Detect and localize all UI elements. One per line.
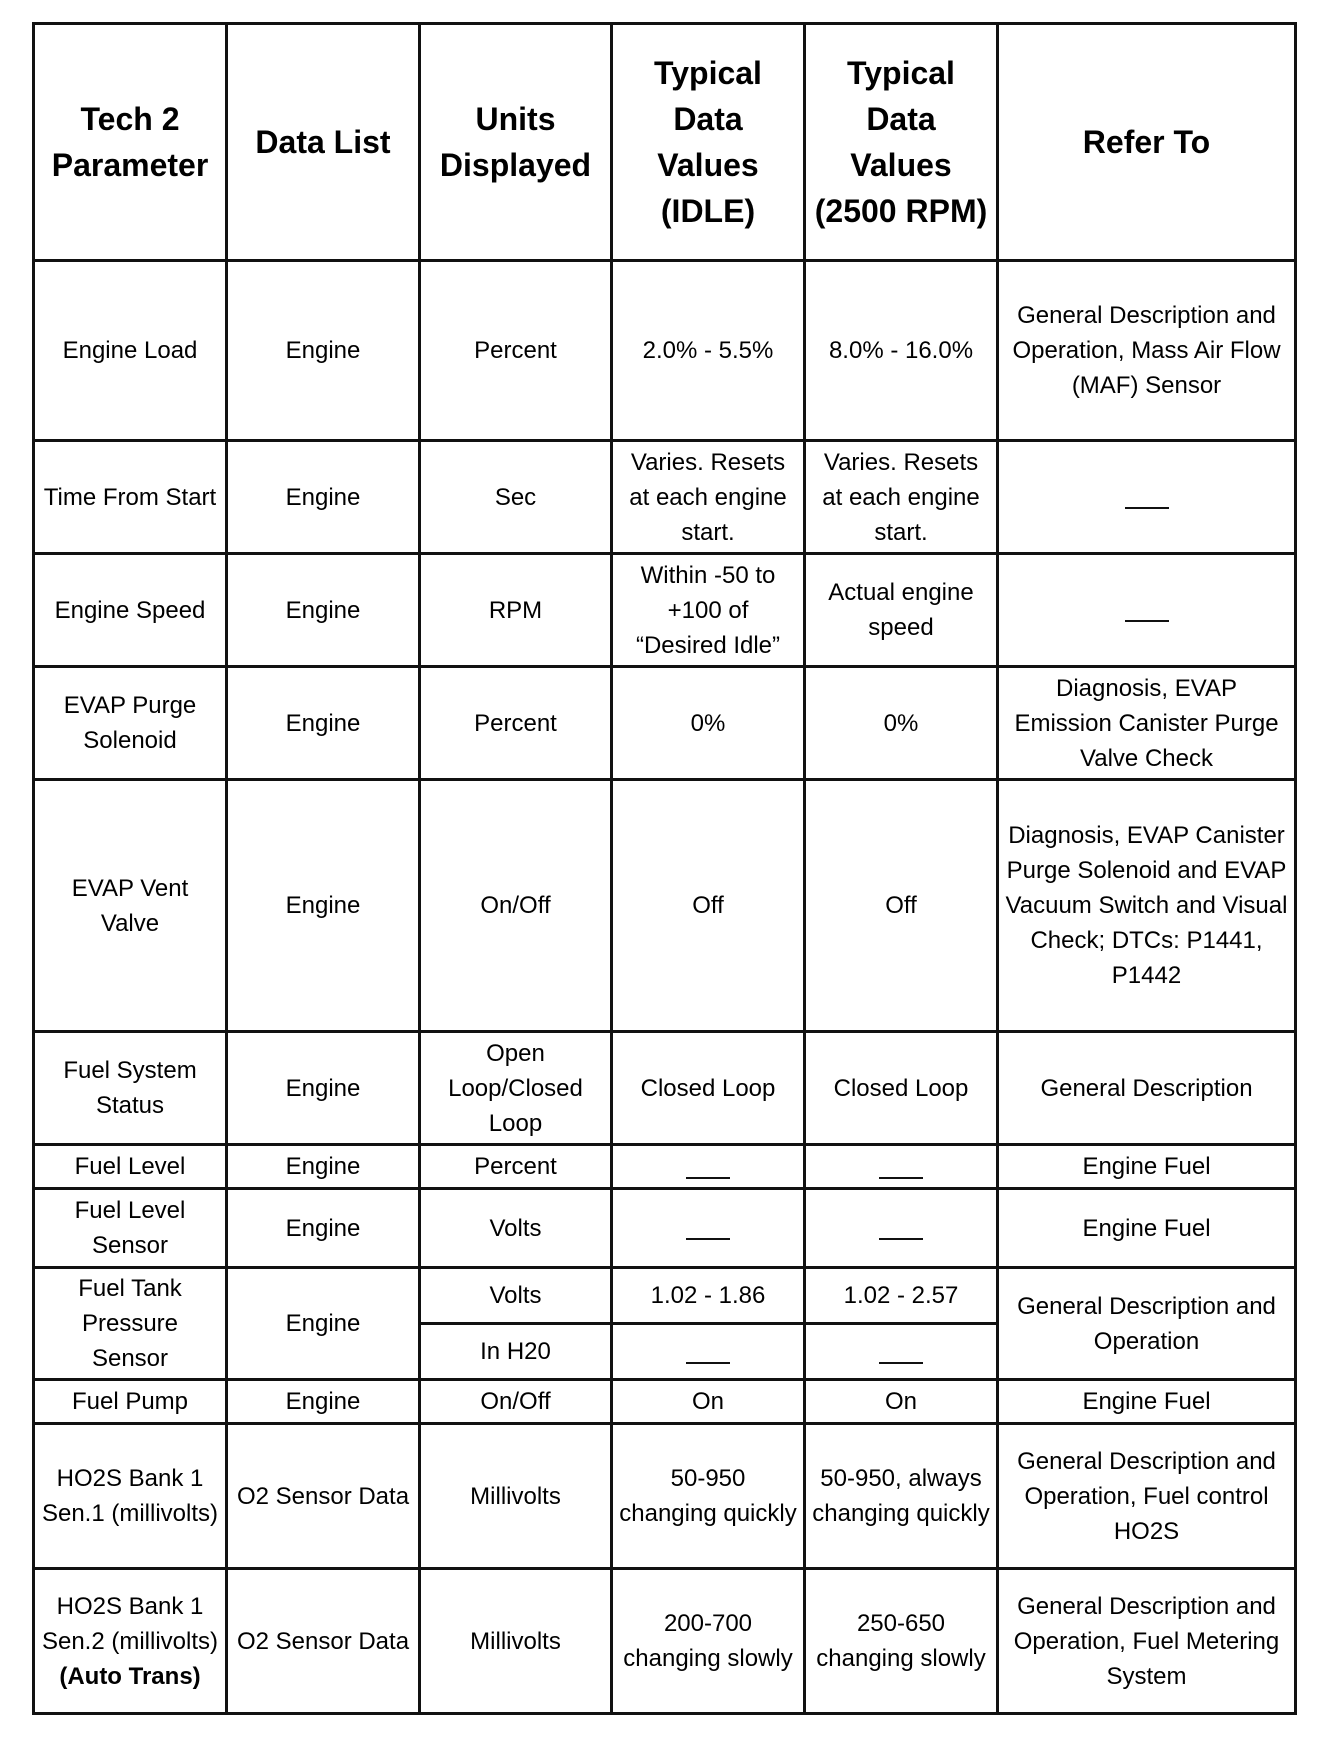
cell-idle-empty xyxy=(612,1145,805,1189)
table-row xyxy=(34,780,1296,1032)
parameter-name: HO2S Bank 1 Sen.2 (millivolts) xyxy=(41,1592,219,1655)
cell-data-list: Engine xyxy=(227,1189,420,1268)
cell-idle: On xyxy=(612,1380,805,1424)
cell-parameter: Fuel System Status xyxy=(34,1032,227,1145)
cell-data-list: Engine xyxy=(227,1268,420,1380)
empty-dash xyxy=(1125,620,1169,622)
empty-dash xyxy=(879,1238,923,1240)
parameter-table-sheet xyxy=(32,22,1294,1715)
cell-idle: 50-950 changing quickly xyxy=(612,1424,805,1569)
cell-units: Sec xyxy=(420,441,612,554)
cell-parameter: Fuel Pump xyxy=(34,1380,227,1424)
cell-units: Open Loop/Closed Loop xyxy=(420,1032,612,1145)
cell-units: Millivolts xyxy=(420,1569,612,1714)
header-data-list: Data List xyxy=(227,24,420,261)
header-parameter: Tech 2 Parameter xyxy=(34,24,227,261)
cell-idle: Within -50 to +100 of “Desired Idle” xyxy=(612,554,805,667)
empty-dash xyxy=(879,1362,923,1364)
cell-units: On/Off xyxy=(420,780,612,1032)
cell-2500-rpm: Actual engine speed xyxy=(805,554,998,667)
cell-units: On/Off xyxy=(420,1380,612,1424)
cell-data-list: Engine xyxy=(227,1380,420,1424)
cell-idle: 1.02 - 1.86 xyxy=(612,1268,805,1324)
cell-data-list: Engine xyxy=(227,780,420,1032)
empty-dash xyxy=(686,1177,730,1179)
cell-2500-rpm-empty xyxy=(805,1145,998,1189)
cell-2500-rpm-empty xyxy=(805,1324,998,1380)
cell-units: Percent xyxy=(420,667,612,780)
empty-dash xyxy=(686,1362,730,1364)
cell-refer-to: General Description and Operation, Fuel control HO2S xyxy=(998,1424,1296,1569)
cell-2500-rpm: Off xyxy=(805,780,998,1032)
cell-units: Percent xyxy=(420,261,612,441)
cell-parameter: Fuel Tank Pressure Sensor xyxy=(34,1268,227,1380)
table-row xyxy=(34,261,1296,441)
table-row xyxy=(34,1145,1296,1189)
table-row xyxy=(34,1032,1296,1145)
cell-parameter: EVAP Vent Valve xyxy=(34,780,227,1032)
header-row xyxy=(34,24,1296,261)
cell-data-list: O2 Sensor Data xyxy=(227,1424,420,1569)
cell-parameter: Time From Start xyxy=(34,441,227,554)
cell-refer-to-empty xyxy=(998,554,1296,667)
cell-idle: Off xyxy=(612,780,805,1032)
cell-refer-to: Diagnosis, EVAP Canister Purge Solenoid and EVAP Vacuum Switch and Visual Check; DTCs: P1441, P1442 xyxy=(998,780,1296,1032)
cell-refer-to: Engine Fuel xyxy=(998,1189,1296,1268)
table-row xyxy=(34,1380,1296,1424)
cell-parameter: Fuel Level Sensor xyxy=(34,1189,227,1268)
cell-data-list: Engine xyxy=(227,554,420,667)
header-idle: Typical Data Values (IDLE) xyxy=(612,24,805,261)
cell-data-list: Engine xyxy=(227,441,420,554)
cell-2500-rpm: 8.0% - 16.0% xyxy=(805,261,998,441)
cell-idle-empty xyxy=(612,1189,805,1268)
cell-data-list: Engine xyxy=(227,1032,420,1145)
cell-refer-to: General Description and Operation xyxy=(998,1268,1296,1380)
cell-2500-rpm: Closed Loop xyxy=(805,1032,998,1145)
cell-refer-to: General Description and Operation, Mass Air Flow (MAF) Sensor xyxy=(998,261,1296,441)
header-units: Units Displayed xyxy=(420,24,612,261)
cell-2500-rpm-empty xyxy=(805,1189,998,1268)
cell-refer-to: General Description xyxy=(998,1032,1296,1145)
table-row xyxy=(34,1268,1296,1324)
cell-2500-rpm: 50-950, always changing quickly xyxy=(805,1424,998,1569)
cell-units: Millivolts xyxy=(420,1424,612,1569)
empty-dash xyxy=(879,1177,923,1179)
cell-parameter xyxy=(34,1569,227,1714)
cell-refer-to: Diagnosis, EVAP Emission Canister Purge Valve Check xyxy=(998,667,1296,780)
header-2500-rpm: Typical Data Values (2500 RPM) xyxy=(805,24,998,261)
empty-dash xyxy=(686,1238,730,1240)
cell-refer-to: Engine Fuel xyxy=(998,1380,1296,1424)
cell-2500-rpm: Varies. Resets at each engine start. xyxy=(805,441,998,554)
cell-2500-rpm: 250-650 changing slowly xyxy=(805,1569,998,1714)
cell-idle: Varies. Resets at each engine start. xyxy=(612,441,805,554)
cell-refer-to: General Description and Operation, Fuel Metering System xyxy=(998,1569,1296,1714)
cell-idle: 0% xyxy=(612,667,805,780)
cell-2500-rpm: 0% xyxy=(805,667,998,780)
table-row xyxy=(34,1189,1296,1268)
cell-refer-to: Engine Fuel xyxy=(998,1145,1296,1189)
cell-2500-rpm: On xyxy=(805,1380,998,1424)
cell-units: RPM xyxy=(420,554,612,667)
cell-idle: Closed Loop xyxy=(612,1032,805,1145)
cell-idle: 2.0% - 5.5% xyxy=(612,261,805,441)
table-row xyxy=(34,554,1296,667)
table-row xyxy=(34,1424,1296,1569)
cell-units: Volts xyxy=(420,1268,612,1324)
cell-data-list: Engine xyxy=(227,1145,420,1189)
cell-2500-rpm: 1.02 - 2.57 xyxy=(805,1268,998,1324)
cell-data-list: Engine xyxy=(227,667,420,780)
cell-refer-to-empty xyxy=(998,441,1296,554)
tech2-parameter-table xyxy=(32,22,1297,1715)
cell-data-list: O2 Sensor Data xyxy=(227,1569,420,1714)
table-row xyxy=(34,667,1296,780)
cell-parameter: Engine Load xyxy=(34,261,227,441)
cell-parameter: EVAP Purge Solenoid xyxy=(34,667,227,780)
cell-parameter: Fuel Level xyxy=(34,1145,227,1189)
cell-units: Volts xyxy=(420,1189,612,1268)
cell-units: Percent xyxy=(420,1145,612,1189)
parameter-note: (Auto Trans) xyxy=(59,1662,201,1690)
cell-parameter: HO2S Bank 1 Sen.1 (millivolts) xyxy=(34,1424,227,1569)
header-refer-to: Refer To xyxy=(998,24,1296,261)
cell-units: In H20 xyxy=(420,1324,612,1380)
table-row xyxy=(34,441,1296,554)
cell-idle: 200-700 changing slowly xyxy=(612,1569,805,1714)
cell-data-list: Engine xyxy=(227,261,420,441)
cell-parameter: Engine Speed xyxy=(34,554,227,667)
table-row xyxy=(34,1569,1296,1714)
empty-dash xyxy=(1125,507,1169,509)
cell-idle-empty xyxy=(612,1324,805,1380)
